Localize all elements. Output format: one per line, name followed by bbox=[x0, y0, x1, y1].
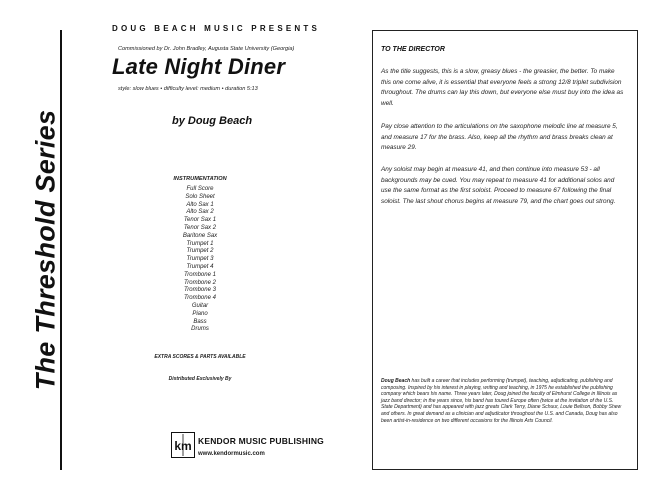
bio-text: has built a career that includes performing (trumpet), teaching, adjudicating, publishing and composing. Inspired by his interest in playing, writing and teaching, in 1975 he established the publishing company which bears his name. Three years later, Doug joined the faculty of Elmhurst College in Illinois as jazz band director; in the years since, his band has toured Europe often (twice at the invitation of the U.S. State Department) and has appeared with jazz greats Clark Terry, Diane Schuur, Louie Bellson, Bobby Shew and others. In great demand as a clinician and adjudicator throughout the U.S. and Canada, Doug has also been artist-in-residence on two different occasions for the Illinois Arts Council. bbox=[381, 378, 622, 424]
distribution-note: Distributed Exclusively By bbox=[168, 376, 232, 382]
instrument-item: Trombone 3 bbox=[184, 287, 216, 294]
instrument-item: Trombone 4 bbox=[184, 295, 216, 302]
instrument-item: Trombone 2 bbox=[184, 279, 216, 286]
instrument-item: Baritone Sax bbox=[182, 232, 218, 239]
director-paragraph: As the title suggests, this is a slow, greasy blues - the greasier, the better. To make this one come alive, it is essential that everyone feels a strong 12/8 triplet subdivision throughout. The drums can lay this down, but everyone else must buy into the idea as well. bbox=[381, 68, 624, 107]
instrumentation-heading: INSTRUMENTATION bbox=[173, 176, 227, 182]
instrument-item: Solo Sheet bbox=[185, 193, 215, 200]
instrument-item: Piano bbox=[192, 310, 208, 317]
instrument-item: Trumpet 1 bbox=[186, 240, 214, 247]
instrument-item: Alto Sax 2 bbox=[186, 209, 214, 216]
extra-parts-note: EXTRA SCORES & PARTS AVAILABLE bbox=[154, 354, 246, 360]
publisher-name: KENDOR MUSIC PUBLISHING bbox=[198, 436, 324, 446]
instrument-item: Guitar bbox=[191, 302, 209, 309]
director-paragraph: Pay close attention to the articulations on the saxophone melodic line at measure 5, and measure 17 for the brass. Also, keep all the rhythm and brass breaks clean at measure 29. bbox=[381, 123, 618, 151]
instrument-item: Bass bbox=[193, 318, 207, 325]
commission-note: Commissioned by Dr. John Bradley, Augusta State University (Georgia) bbox=[118, 46, 295, 52]
instrument-item: Trombone 1 bbox=[184, 271, 216, 278]
kendor-logo-text: km bbox=[174, 439, 192, 453]
instrument-item: Trumpet 2 bbox=[186, 248, 214, 255]
instrument-item: Trumpet 3 bbox=[186, 256, 214, 263]
instrument-item: Full Score bbox=[186, 186, 214, 192]
director-paragraph: Any soloist may begin at measure 41, and then continue into measure 53 - all backgrounds may be cued. You may repeat to measure 41 for additional solos and use the same format as the first soloist. Proceed to measure 67 following the final soloist. The last shout chorus begins at measure 79, and the chart goes out strong. bbox=[381, 166, 616, 205]
piece-title: Late Night Diner bbox=[112, 54, 286, 79]
composer-bio bbox=[381, 378, 625, 424]
instrument-item: Alto Sax 1 bbox=[186, 201, 214, 208]
series-title: The Threshold Series bbox=[30, 109, 60, 391]
instrument-item: Tenor Sax 1 bbox=[183, 217, 217, 224]
kendor-logo bbox=[171, 432, 195, 458]
director-heading: TO THE DIRECTOR bbox=[381, 46, 445, 53]
publisher-url: www.kendormusic.com bbox=[198, 451, 265, 457]
presents-line: DOUG BEACH MUSIC PRESENTS bbox=[112, 24, 321, 33]
instrumentation-list bbox=[130, 186, 270, 334]
instrument-item: Tenor Sax 2 bbox=[183, 224, 217, 231]
piece-specs: style: slow blues • difficulty level: medium • duration 5:13 bbox=[118, 86, 258, 92]
bio-name: Doug Beach bbox=[381, 378, 411, 384]
series-sidebar bbox=[31, 30, 62, 470]
instrument-item: Drums bbox=[191, 326, 209, 333]
composer-byline: by Doug Beach bbox=[172, 115, 253, 127]
instrument-item: Trumpet 4 bbox=[186, 263, 214, 270]
